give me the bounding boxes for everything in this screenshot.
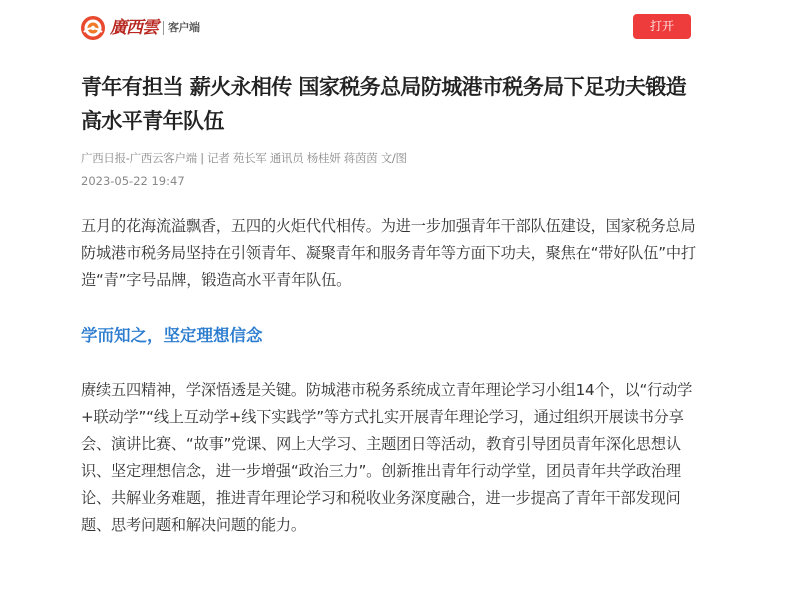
article-paragraph: 赓续五四精神，学深悟透是关键。防城港市税务系统成立青年理论学习小组14个，以“行动学+联动学”“线上互动学+线下实践学”等方式扎实开展青年理论学习，通过组织开展读书分享会、演讲比赛、“故事”党课、网上大学习、主题团日等活动，教育引导团员青年深化思想认识、坚定理想信念，进一步增强“政治三力”。创新推出青年行动学堂，团员青年共学政治理论、共解业务难题，推进青年理论学习和税收业务深度融合，进一步提高了青年干部发现问题、思考问题和解决问题的能力。 xyxy=(81,381,693,534)
cloud-logo-icon xyxy=(80,15,106,41)
app-logo[interactable] xyxy=(80,13,200,43)
section-heading: 学而知之，坚定理想信念 xyxy=(81,326,263,345)
logo-wordmark: 廣西雲 xyxy=(110,18,158,38)
article-title: 青年有担当 薪火永相传 国家税务总局防城港市税务局下足功夫锻造高水平青年队伍 xyxy=(81,75,687,133)
open-app-button[interactable]: 打开 xyxy=(633,14,691,39)
top-bar xyxy=(0,0,786,56)
logo-divider xyxy=(163,21,164,35)
article-byline: 广西日报-广西云客户端 | 记者 苑长军 通讯员 杨桂妍 蒋茵茵 文/图 xyxy=(81,151,407,165)
logo-subtitle: 客户端 xyxy=(168,21,200,34)
article-paragraph: 五月的花海流溢飘香，五四的火炬代代相传。为进一步加强青年干部队伍建设，国家税务总局防城港市税务局坚持在引领青年、凝聚青年和服务青年等方面下功夫，聚焦在“带好队伍”中打造“青”字号品牌，锻造高水平青年队伍。 xyxy=(81,217,696,289)
publish-date: 2023-05-22 19:47 xyxy=(81,174,185,188)
